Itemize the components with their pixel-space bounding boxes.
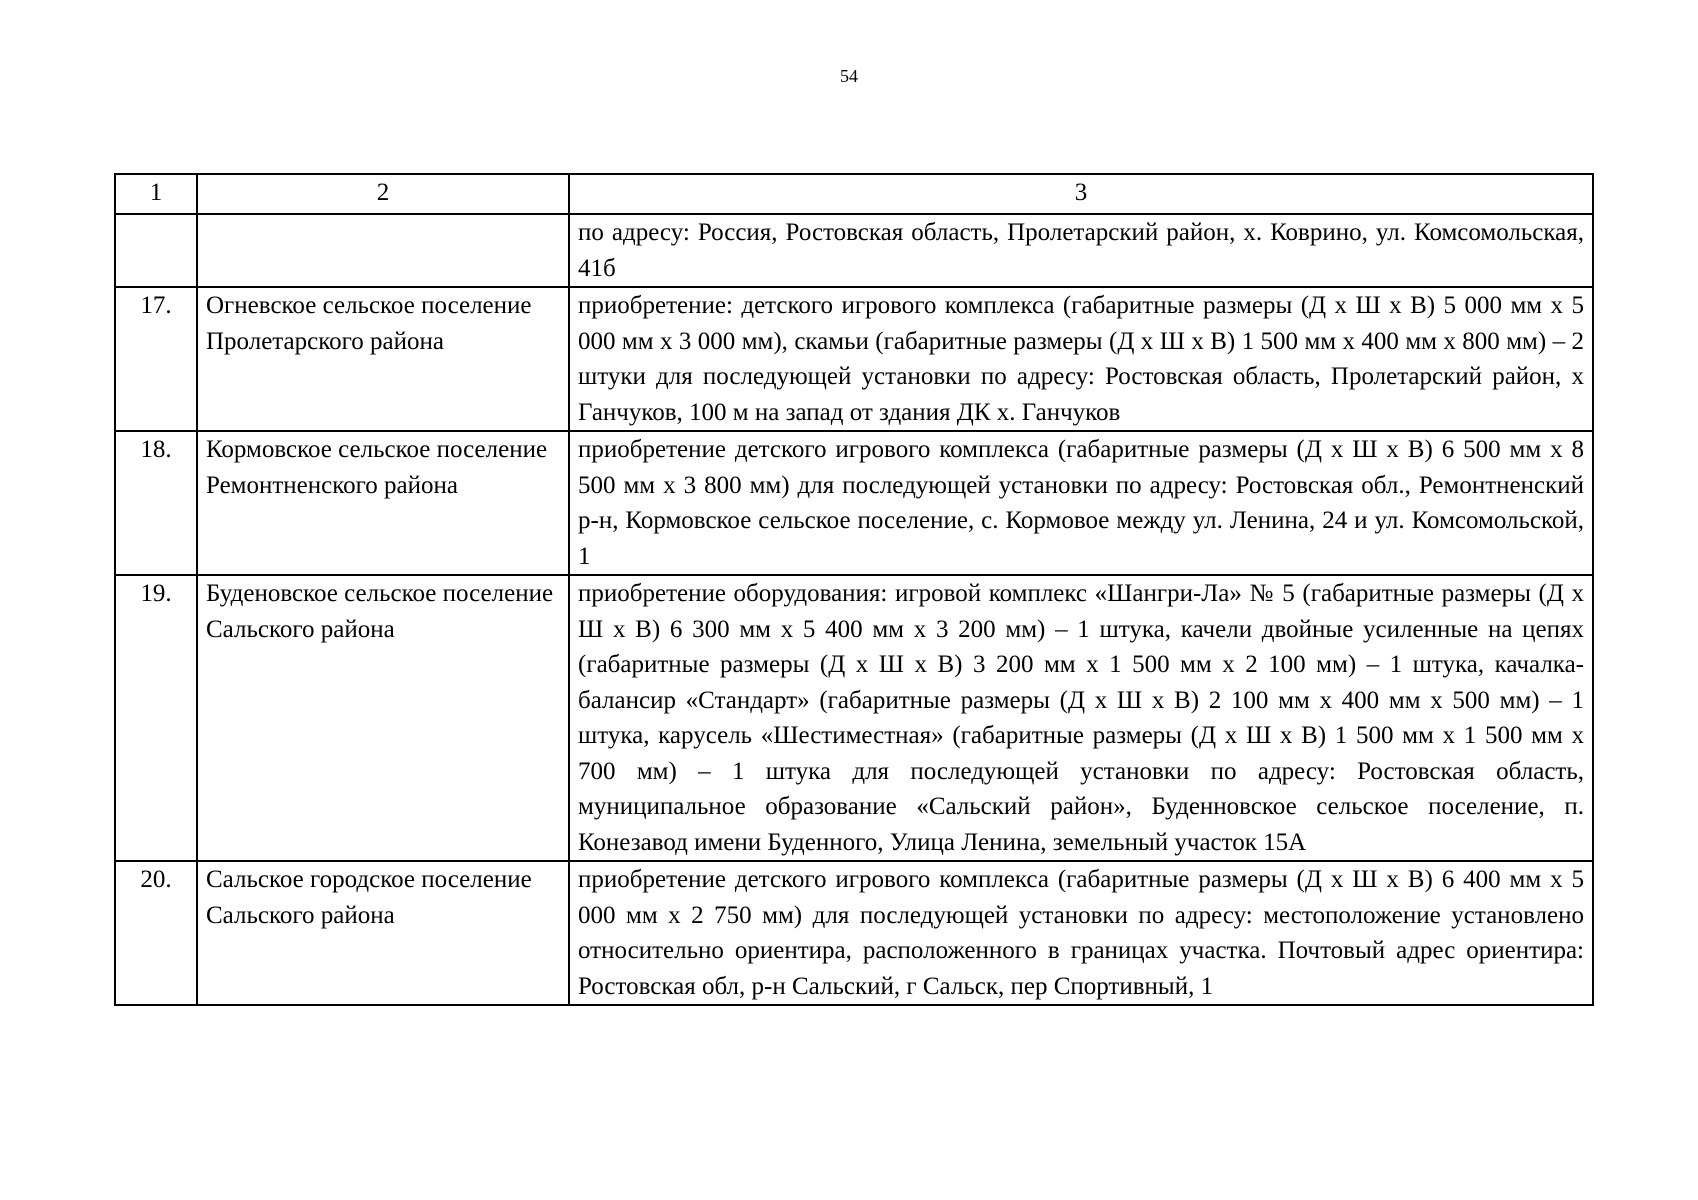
- row-entity: Сальское городское поселение Сальского района: [197, 861, 569, 1005]
- row-entity: Огневское сельское поселение Пролетарского района: [197, 287, 569, 431]
- row-entity: Буденовское сельское поселение Сальского района: [197, 575, 569, 861]
- column-header-2: 2: [197, 174, 569, 214]
- row-entity: [197, 214, 569, 287]
- row-number: 20.: [115, 861, 197, 1005]
- column-header-1: 1: [115, 174, 197, 214]
- row-description: приобретение: детского игрового комплекса (габаритные размеры (Д х Ш х В) 5 000 мм х 5 000 мм х 3 000 мм), скамьи (габаритные размеры (Д х Ш х В) 1 500 мм х 400 мм х 800 мм) – 2 штуки для последующей установки по адресу: Ростовская область, Пролетарский район, х Ганчуков, 100 м на запад от здания ДК х. Ганчуков: [569, 287, 1593, 431]
- table-row: [115, 287, 1593, 431]
- column-header-3: 3: [569, 174, 1593, 214]
- row-number: 17.: [115, 287, 197, 431]
- row-entity: Кормовское сельское поселение Ремонтненского района: [197, 431, 569, 575]
- table-row: [115, 575, 1593, 861]
- row-number: 18.: [115, 431, 197, 575]
- table-header-row: [115, 174, 1593, 214]
- page-number: 54: [840, 66, 858, 86]
- row-number: 19.: [115, 575, 197, 861]
- row-description: приобретение детского игрового комплекса (габаритные размеры (Д х Ш х В) 6 400 мм х 5 000 мм х 2 750 мм) для последующей установки по адресу: местоположение установлено относительно ориентира, расположенного в границах участка. Почтовый адрес ориентира: Ростовская обл, р-н Сальский, г Сальск, пер Спортивный, 1: [569, 861, 1593, 1005]
- row-description: приобретение детского игрового комплекса (габаритные размеры (Д х Ш х В) 6 500 мм х 8 500 мм х 3 800 мм) для последующей установки по адресу: Ростовская обл., Ремонтненский р-н, Кормовское сельское поселение, с. Кормовое между ул. Ленина, 24 и ул. Комсомольской, 1: [569, 431, 1593, 575]
- row-number: [115, 214, 197, 287]
- row-description: приобретение оборудования: игровой комплекс «Шангри-Ла» № 5 (габаритные размеры (Д х Ш х В) 6 300 мм х 5 400 мм х 3 200 мм) – 1 штука, качели двойные усиленные на цепях (габаритные размеры (Д х Ш х В) 3 200 мм х 1 500 мм х 2 100 мм) – 1 штука, качалка-балансир «Стандарт» (габаритные размеры (Д х Ш х В) 2 100 мм х 400 мм х 500 мм) – 1 штука, карусель «Шестиместная» (габаритные размеры (Д х Ш х В) 1 500 мм х 1 500 мм х 700 мм) – 1 штука для последующей установки по адресу: Ростовская область, муниципальное образование «Сальский район», Буденновское сельское поселение, п. Конезавод имени Буденного, Улица Ленина, земельный участок 15А: [569, 575, 1593, 861]
- table-row: [115, 861, 1593, 1005]
- table-row: [115, 431, 1593, 575]
- allocation-table: [114, 173, 1594, 1006]
- row-description: по адресу: Россия, Ростовская область, Пролетарский район, х. Коврино, ул. Комсомольская, 41б: [569, 214, 1593, 287]
- table-row: [115, 214, 1593, 287]
